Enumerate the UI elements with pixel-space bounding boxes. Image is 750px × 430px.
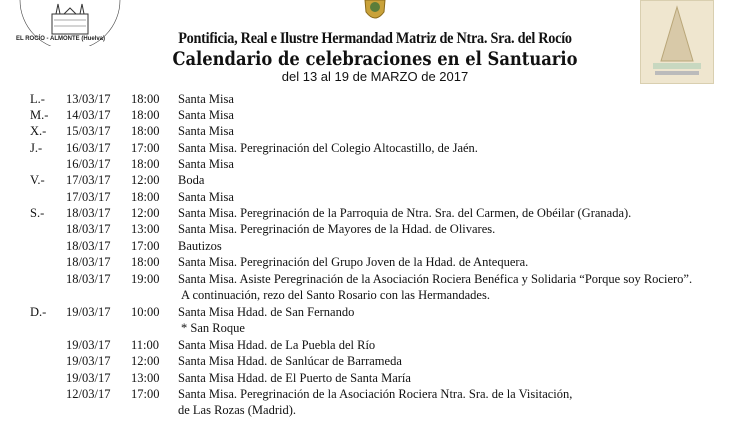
row-time: 13:00: [131, 222, 160, 236]
row-desc: Santa Misa Hdad. de San Fernando: [178, 305, 355, 319]
row-date: 18/03/17: [66, 255, 111, 269]
row-desc: Santa Misa. Peregrinación del Grupo Joven de la Hdad. de Antequera.: [178, 255, 529, 269]
row-date: 13/03/17: [66, 92, 111, 106]
row-date: 15/03/17: [66, 124, 111, 138]
row-desc: A continuación, rezo del Santo Rosario con las Hermandades.: [181, 288, 490, 302]
row-date: 16/03/17: [66, 141, 111, 155]
row-time: 18:00: [131, 157, 160, 171]
row-time: 12:00: [131, 173, 160, 187]
row-time: 12:00: [131, 206, 160, 220]
row-desc: Santa Misa. Peregrinación de la Parroquia de Ntra. Sra. del Carmen, de Obéilar (Granada).: [178, 206, 632, 220]
row-time: 18:00: [131, 124, 160, 138]
row-date: 16/03/17: [66, 157, 111, 171]
row-day: L.-: [30, 92, 45, 106]
row-time: 18:00: [131, 92, 160, 106]
row-day: S.-: [30, 206, 45, 220]
row-desc: * San Roque: [181, 321, 245, 335]
row-date: 19/03/17: [66, 305, 111, 319]
row-desc: Santa Misa. Asiste Peregrinación de la Asociación Rociera Benéfica y Solidaria “Porque soy Rociero”.: [178, 272, 693, 286]
row-date: 18/03/17: [66, 206, 111, 220]
row-time: 18:00: [131, 108, 160, 122]
row-time: 18:00: [131, 255, 160, 269]
row-time: 12:00: [131, 354, 160, 368]
row-day: X.-: [30, 124, 47, 138]
brotherhood-name: Pontificia, Real e Ilustre Hermandad Matriz de Ntra. Sra. del Rocío: [178, 30, 572, 47]
row-time: 19:00: [131, 272, 160, 286]
row-date: 17/03/17: [66, 173, 111, 187]
row-time: 17:00: [131, 239, 160, 253]
row-desc: Santa Misa: [178, 92, 234, 106]
row-date: 19/03/17: [66, 338, 111, 352]
row-date: 19/03/17: [66, 354, 111, 368]
row-desc: Santa Misa: [178, 108, 234, 122]
row-date: 17/03/17: [66, 190, 111, 204]
row-time: 18:00: [131, 190, 160, 204]
brotherhood-crest: [362, 0, 388, 24]
row-desc: de Las Rozas (Madrid).: [178, 403, 297, 417]
row-time: 17:00: [131, 141, 160, 155]
logo-caption: EL ROCÍO - ALMONTE (Huelva): [16, 36, 106, 42]
row-desc: Santa Misa. Peregrinación de Mayores de la Hdad. de Olivares.: [178, 222, 496, 236]
row-desc: Santa Misa. Peregrinación del Colegio Altocastillo, de Jaén.: [178, 141, 478, 155]
row-desc: Bautizos: [178, 239, 222, 253]
row-date: 18/03/17: [66, 272, 111, 286]
row-day: J.-: [30, 141, 43, 155]
row-day: M.-: [30, 108, 49, 122]
row-desc: Santa Misa: [178, 124, 234, 138]
row-desc: Santa Misa Hdad. de El Puerto de Santa María: [178, 371, 411, 385]
row-desc: Santa Misa: [178, 190, 234, 204]
row-day: D.-: [30, 305, 47, 319]
row-time: 10:00: [131, 305, 160, 319]
row-time: 13:00: [131, 371, 160, 385]
row-desc: Santa Misa: [178, 157, 234, 171]
row-date: 19/03/17: [66, 371, 111, 385]
row-desc: Santa Misa. Peregrinación de la Asociación Rociera Ntra. Sra. de la Visitación,: [178, 387, 573, 401]
row-time: 17:00: [131, 387, 160, 401]
row-date: 14/03/17: [66, 108, 111, 122]
row-day: V.-: [30, 173, 45, 187]
row-desc: Santa Misa Hdad. de Sanlúcar de Barrameda: [178, 354, 402, 368]
row-time: 11:00: [131, 338, 160, 352]
page-title: Calendario de celebraciones en el Santuario: [172, 48, 578, 70]
date-range: del 13 al 19 de MARZO de 2017: [281, 69, 469, 84]
row-date: 18/03/17: [66, 222, 111, 236]
row-date: 18/03/17: [66, 239, 111, 253]
row-desc: Santa Misa Hdad. de La Puebla del Río: [178, 338, 376, 352]
row-date: 12/03/17: [66, 387, 111, 401]
row-desc: Boda: [178, 173, 205, 187]
